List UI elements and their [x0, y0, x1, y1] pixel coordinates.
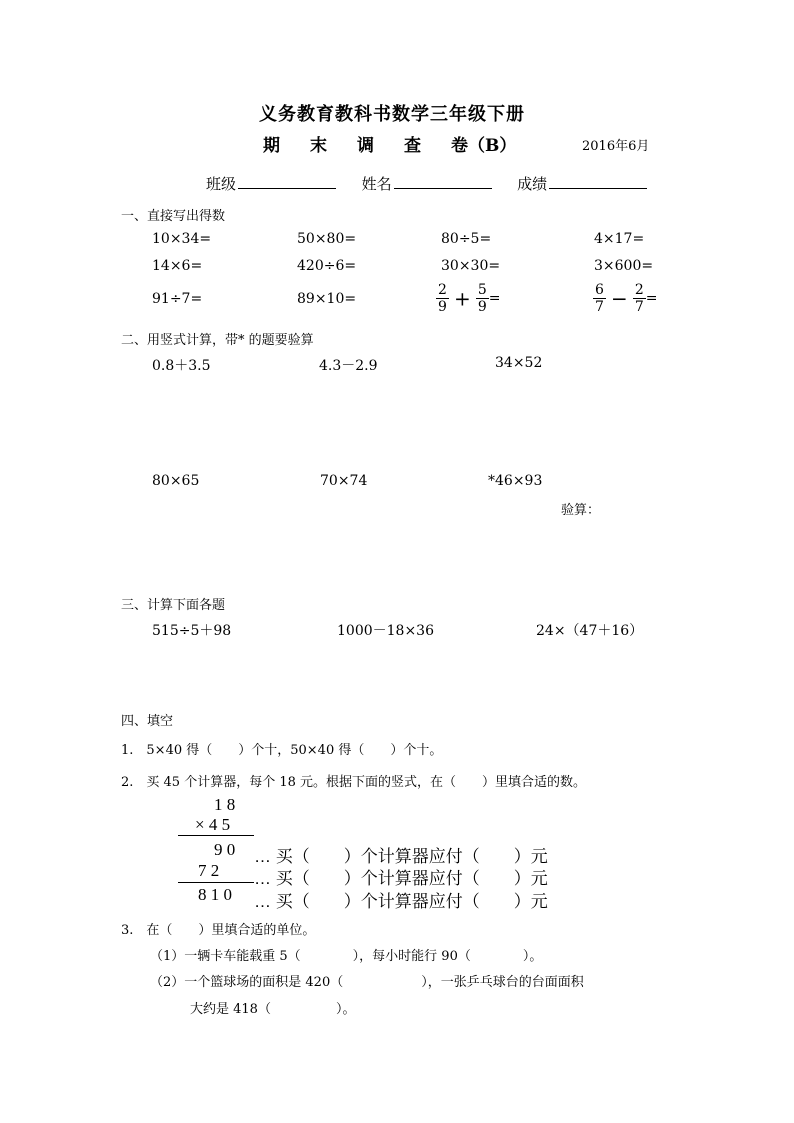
fraction	[476, 282, 489, 315]
minus-sign: −	[611, 286, 628, 311]
problem: 30×30=	[441, 258, 501, 274]
problem: 3×600=	[594, 258, 654, 274]
denominator: 7	[595, 299, 604, 315]
problem: 420÷6=	[297, 258, 357, 274]
calc-line-4: 7 2	[198, 861, 220, 880]
denominator: 9	[438, 299, 447, 315]
calc-explain-3: … 买（ ）个计算器应付（ ）元	[254, 892, 548, 911]
denominator: 9	[477, 299, 487, 315]
calc-explain-2: … 买（ ）个计算器应付（ ）元	[254, 869, 548, 888]
numerator: 6	[595, 282, 604, 298]
numerator: 5	[477, 282, 487, 298]
plus-sign: +	[454, 286, 471, 311]
section-3-heading: 三、计算下面各题	[121, 598, 226, 613]
numerator: 2	[634, 282, 644, 298]
calc-line-3: 9 0	[214, 840, 236, 859]
problem: 515÷5＋98	[152, 623, 232, 639]
page-title: 义务教育教科书数学三年级下册	[259, 104, 525, 125]
subtitle-char: 末	[310, 136, 327, 156]
equals-sign: =	[645, 290, 658, 307]
name-field[interactable]	[394, 174, 492, 189]
calc-line-1: 1 8	[214, 795, 236, 814]
question-3-2-cont: 大约是 418（ ）。	[190, 1002, 356, 1017]
fraction	[633, 282, 646, 315]
name-label: 姓名	[361, 175, 392, 193]
problem: 0.8＋3.5	[152, 358, 211, 374]
problem: 70×74	[320, 473, 368, 489]
problem: 1000－18×36	[337, 623, 434, 639]
question-1: 1. 5×40 得（ ）个十，50×40 得（ ）个十。	[121, 743, 443, 758]
problem: 4×17=	[594, 231, 645, 247]
subtitle-char: 卷（B）	[451, 136, 517, 156]
problem: 4.3－2.9	[319, 358, 378, 374]
section-2-heading: 二、用竖式计算，带* 的题要验算	[121, 333, 314, 348]
question-2: 2. 买 45 个计算器，每个 18 元。根据下面的竖式，在（ ）里填合适的数。	[121, 775, 587, 790]
question-3-2: （2）一个篮球场的面积是 420（ ），一张乒乓球台的台面面积	[150, 975, 584, 990]
subtitle-char: 调	[357, 136, 374, 156]
problem: 24×（47＋16）	[536, 623, 644, 639]
problem: 14×6=	[152, 258, 203, 274]
problem: 89×10=	[297, 291, 357, 307]
problem: 50×80=	[297, 231, 357, 247]
fraction-problem	[436, 282, 501, 315]
score-label: 成绩	[517, 175, 548, 193]
problem: 34×52	[495, 355, 543, 371]
problem: *46×93	[488, 473, 543, 489]
question-3: 3. 在（ ）里填合适的单位。	[121, 923, 316, 938]
problem: 91÷7=	[152, 291, 203, 307]
calc-line-5: 8 1 0	[198, 885, 232, 904]
check-label: 验算：	[561, 503, 601, 518]
subtitle-char: 查	[404, 136, 421, 156]
info-line	[206, 173, 647, 194]
fraction-problem	[593, 282, 658, 315]
problem: 10×34=	[152, 231, 212, 247]
exam-date: 2016年6月	[582, 139, 650, 154]
fraction	[593, 282, 606, 315]
calc-rule	[178, 882, 254, 883]
class-label: 班级	[206, 175, 237, 193]
denominator: 7	[634, 299, 644, 315]
equals-sign: =	[488, 290, 501, 307]
class-field[interactable]	[238, 174, 336, 189]
problem: 80÷5=	[441, 231, 492, 247]
numerator: 2	[438, 282, 447, 298]
section-1-heading: 一、直接写出得数	[121, 209, 226, 224]
calc-line-2: × 4 5	[195, 815, 231, 834]
problem: 80×65	[152, 473, 200, 489]
question-3-1: （1）一辆卡车能载重 5（ ），每小时能行 90（ ）。	[150, 949, 543, 964]
section-4-heading: 四、填空	[121, 714, 174, 729]
subtitle-char: 期	[263, 136, 280, 156]
exam-subtitle	[263, 131, 516, 156]
calc-explain-1: … 买（ ）个计算器应付（ ）元	[254, 847, 548, 866]
fraction	[436, 282, 449, 315]
calc-rule	[178, 835, 254, 836]
score-field[interactable]	[549, 174, 647, 189]
